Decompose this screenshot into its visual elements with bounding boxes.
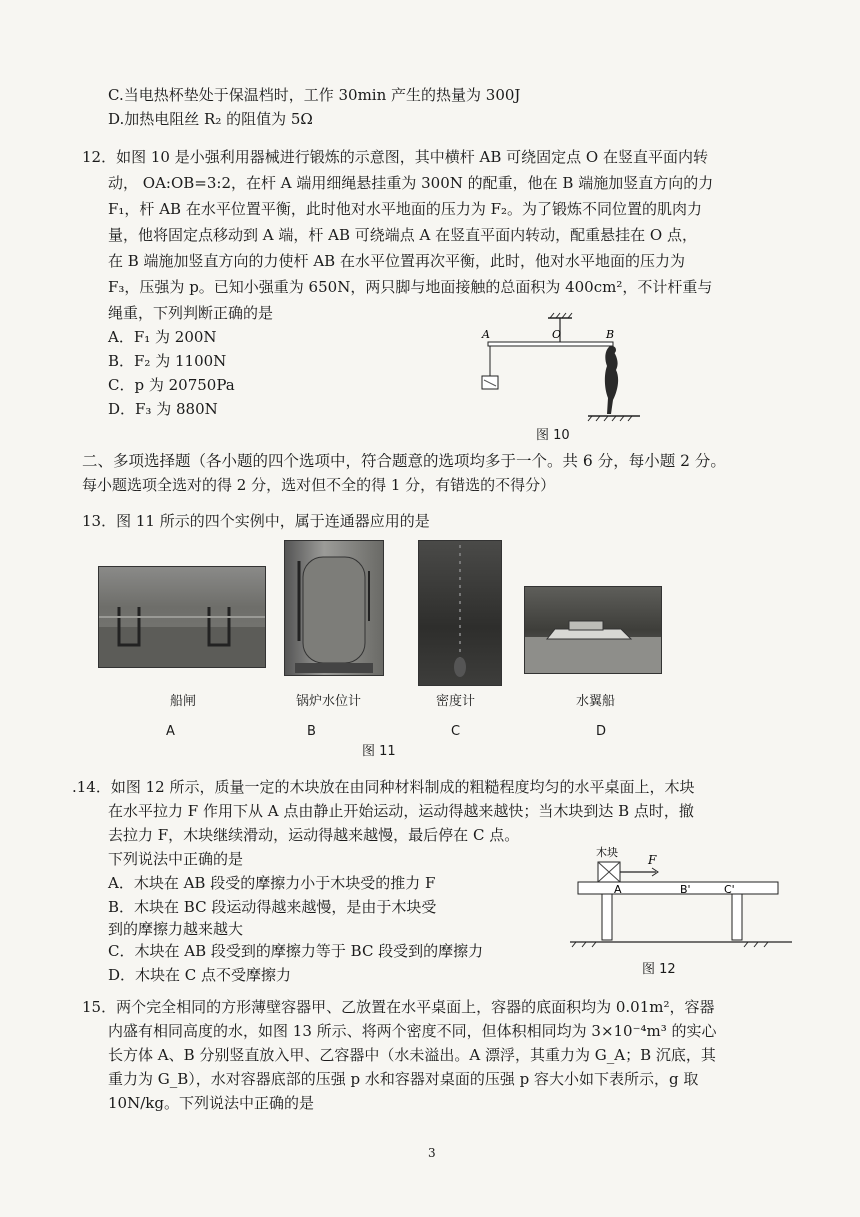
photo-boiler-gauge [284, 540, 384, 676]
q14-option-b: B．木块在 BC 段运动得越来越慢，是由于木块受 [108, 898, 437, 916]
q14-stem-line: 在水平拉力 F 作用下从 A 点由静止开始运动，运动得越来越快；当木块到达 B 点时，撤 [108, 802, 694, 820]
q12-stem-line: 动， OA:OB=3:2，在杆 A 端用细绳悬挂重为 300N 的配重，他在 B 端施加竖直方向的力 [108, 174, 714, 192]
photo-hydrofoil-boat [524, 586, 662, 674]
fig12-block-label: 木块 [596, 846, 618, 859]
q12-stem-line: 在 B 端施加竖直方向的力使杆 AB 在水平位置再次平衡，此时，他对水平地面的压力为 [108, 252, 685, 270]
q14-stem-line: 下列说法中正确的是 [108, 850, 244, 868]
q12-option-d: D．F₃ 为 880N [108, 400, 218, 418]
figure-12-table-diagram [568, 842, 794, 954]
q15-stem-line: 内盛有相同高度的水，如图 13 所示、将两个密度不同，但体积相同均为 3×10⁻⁴m³ 的实心 [108, 1022, 717, 1040]
photo-hydrometer [418, 540, 502, 686]
q12-stem-line: F₁，杆 AB 在水平位置平衡，此时他对水平地面的压力为 F₂。为了锻炼不同位置的肌肉力 [108, 200, 703, 218]
photo-ship-lock [98, 566, 266, 668]
fig12-label-b: B' [680, 883, 691, 896]
q15-stem-line: 10N/kg。下列说法中正确的是 [108, 1094, 314, 1112]
q12-stem-line: 量，他将固定点移动到 A 端，杆 AB 可绕端点 A 在竖直平面内转动，配重悬挂在 O 点， [108, 226, 697, 244]
q15-stem-line: 长方体 A、B 分别竖直放入甲、乙容器中（水未溢出。A 漂浮，其重力为 G_A；B 沉底，其 [108, 1046, 716, 1064]
fig12-label-c: C' [724, 883, 735, 896]
q12-option-c: C．p 为 20750Pa [108, 376, 235, 394]
fig12-label-a: A [614, 883, 622, 896]
q14-stem-line: .14．如图 12 所示，质量一定的木块放在由同种材料制成的粗糙程度均匀的水平桌面上，木块 [72, 778, 695, 796]
q13-letter-b: B [307, 724, 316, 739]
q13-caption-b: 锅炉水位计 [296, 694, 362, 709]
q14-option-c: C．木块在 AB 段受到的摩擦力等于 BC 段受到的摩擦力 [108, 942, 484, 960]
figure-10-lever-diagram [470, 310, 650, 422]
q14-stem-line: 去拉力 F，木块继续滑动，运动得越来越慢，最后停在 C 点。 [108, 826, 520, 844]
q13-letter-a: A [166, 724, 175, 739]
fig10-label-a: A [482, 328, 490, 341]
q12-option-a: A．F₁ 为 200N [108, 328, 217, 346]
q13-letter-c: C [451, 724, 461, 739]
q11-option-d: D.加热电阻丝 R₂ 的阻值为 5Ω [108, 110, 313, 128]
section2-heading: 二、多项选择题（各小题的四个选项中，符合题意的选项均多于一个。共 6 分，每小题 2 分。 [82, 452, 726, 470]
fig10-label-o: O [552, 328, 562, 341]
q13-caption-c: 密度计 [436, 694, 476, 709]
figure-10-caption: 图 10 [536, 428, 570, 443]
q11-option-c: C.当电热杯垫处于保温档时，工作 30min 产生的热量为 300J [108, 86, 521, 104]
fig12-force-label: F [648, 853, 657, 867]
q12-stem-line: 绳重，下列判断正确的是 [108, 304, 274, 322]
q14-option-a: A．木块在 AB 段受的摩擦力小于木块受的推力 F [108, 874, 436, 892]
q15-stem-line: 15．两个完全相同的方形薄壁容器甲、乙放置在水平桌面上，容器的底面积均为 0.01m²，容器 [82, 998, 715, 1016]
figure-11-caption: 图 11 [362, 744, 396, 759]
q13-stem: 13．图 11 所示的四个实例中，属于连通器应用的是 [82, 512, 430, 530]
q12-stem-line: F₃，压强为 p。已知小强重为 650N，两只脚与地面接触的总面积为 400cm²，不计杆重与 [108, 278, 713, 296]
fig10-label-b: B [606, 328, 615, 341]
q14-option-d: D．木块在 C 点不受摩擦力 [108, 966, 292, 984]
figure-12-caption: 图 12 [642, 962, 676, 977]
q13-caption-d: 水翼船 [576, 694, 616, 709]
page-number: 3 [428, 1146, 436, 1160]
q13-caption-a: 船闸 [170, 694, 197, 709]
q12-stem-line: 12．如图 10 是小强利用器械进行锻炼的示意图，其中横杆 AB 可绕固定点 O 在竖直平面内转 [82, 148, 708, 166]
q15-stem-line: 重力为 G_B），水对容器底部的压强 p 水和容器对桌面的压强 p 容大小如下表所示，g 取 [108, 1070, 699, 1088]
section2-rules: 每小题选项全选对的得 2 分，选对但不全的得 1 分，有错选的不得分） [82, 476, 556, 494]
q14-option-b-cont: 到的摩擦力越来越大 [108, 920, 244, 938]
q12-option-b: B．F₂ 为 1100N [108, 352, 227, 370]
q13-letter-d: D [596, 724, 607, 739]
